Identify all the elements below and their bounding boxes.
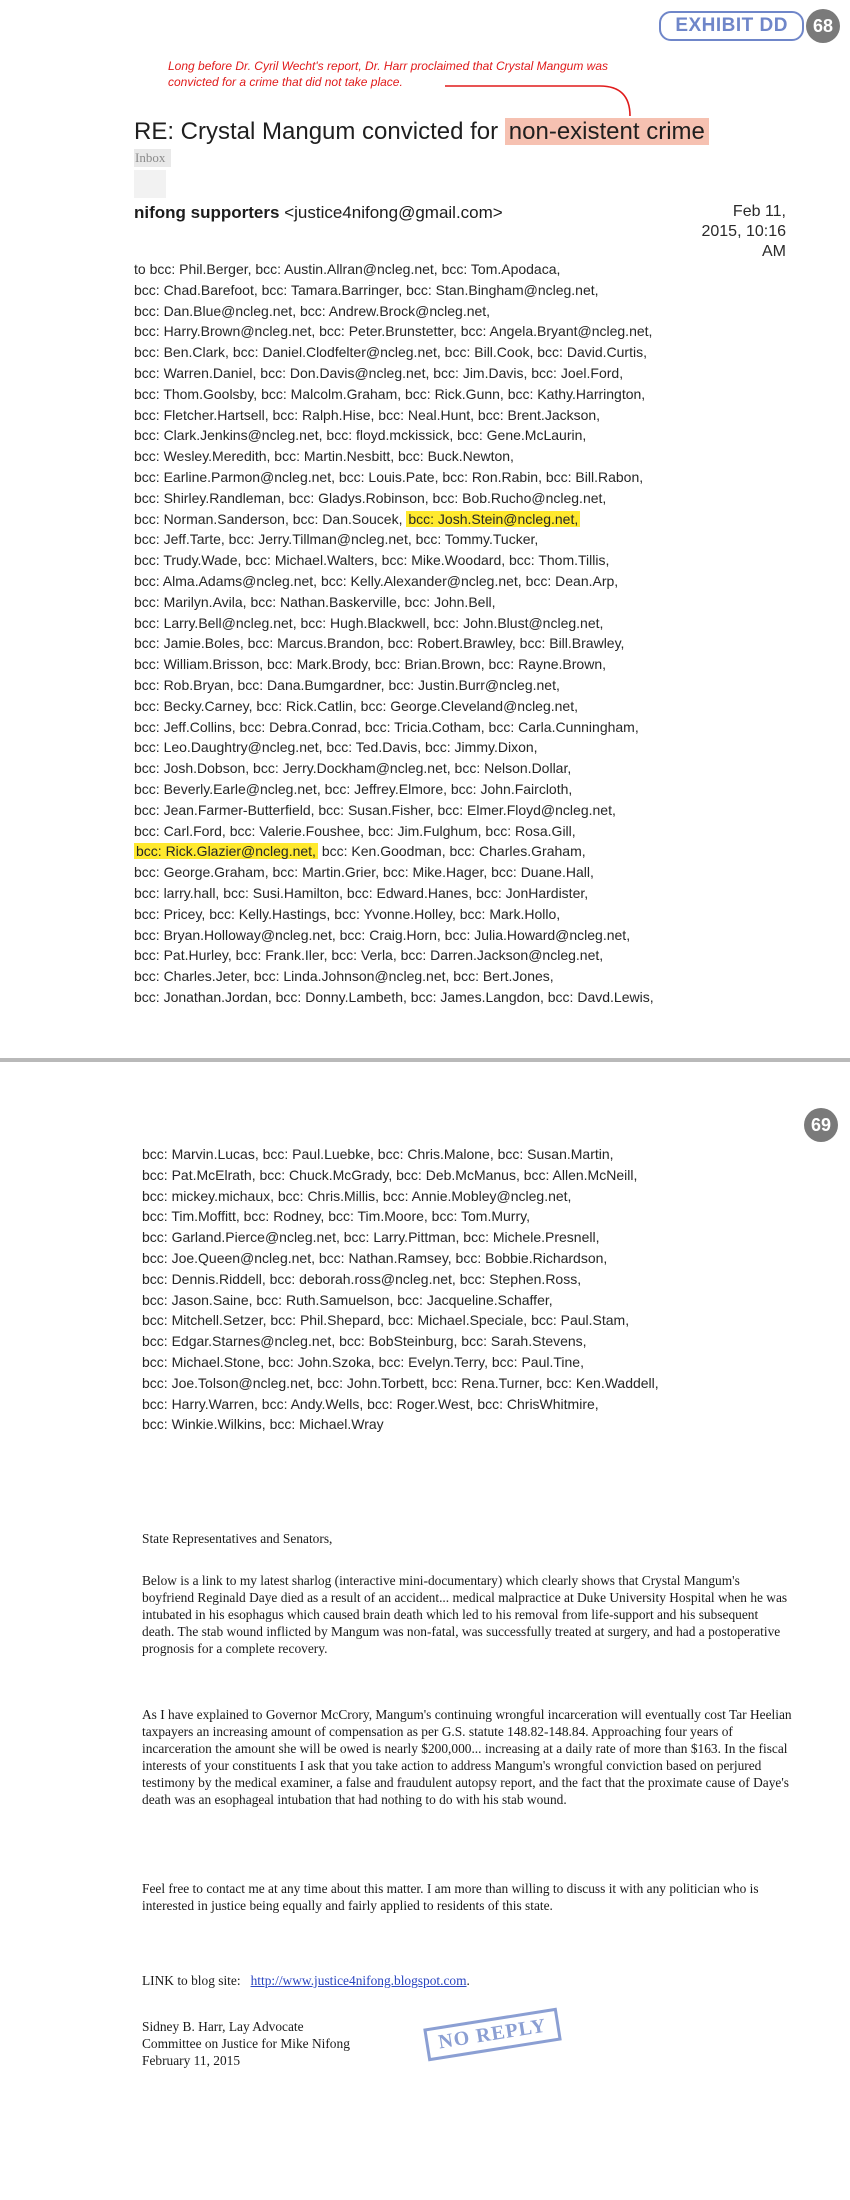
recipient-text: bcc: Carl.Ford, bcc: Valerie.Foushee, bcc: Jim.Fulghum, bcc: Rosa.Gill, [134,822,576,839]
recipient-text: bcc: Rob.Bryan, bcc: Dana.Bumgardner, bcc: Justin.Burr@ncleg.net, [134,676,560,693]
recipient-line [134,613,654,634]
recipient-line [134,925,654,946]
recipient-text: bcc: Trudy.Wade, bcc: Michael.Walters, bcc: Mike.Woodard, bcc: Thom.Tillis, [134,552,610,569]
highlighted-recipient: bcc: Josh.Stein@ncleg.net, [408,510,579,527]
recipient-line [134,342,654,363]
date-line-1: Feb 11, [732,203,786,220]
recipient-line [134,675,654,696]
recipient-text: bcc: Jean.Farmer-Butterfield, bcc: Susan.Fisher, bcc: Elmer.Floyd@ncleg.net, [134,801,616,818]
exhibit-label: EXHIBIT DD [659,11,804,41]
recipient-line: bcc: Garland.Pierce@ncleg.net, bcc: Larry.Pittman, bcc: Michele.Presnell, [142,1229,600,1246]
link-label: LINK to blog site: [142,1973,241,1988]
recipient-text: bcc: Chad.Barefoot, bcc: Tamara.Barringer, bcc: Stan.Bingham@ncleg.net, [134,281,599,298]
recipient-line: bcc: Pat.McElrath, bcc: Chuck.McGrady, bcc: Deb.McManus, bcc: Allen.McNeill, [142,1166,638,1183]
recipient-line: bcc: Winkie.Wilkins, bcc: Michael.Wray [142,1416,384,1433]
recipient-text: bcc: Ken.Goodman, bcc: Charles.Graham, [317,843,586,860]
recipient-line: bcc: Marvin.Lucas, bcc: Paul.Luebke, bcc: Chris.Malone, bcc: Susan.Martin, [142,1146,614,1162]
recipient-line: bcc: Michael.Stone, bcc: John.Szoka, bcc: Evelyn.Terry, bcc: Paul.Tine, [142,1353,584,1370]
sender-name: nifong supporters [134,203,280,222]
recipient-list-page-1 [134,259,654,1008]
blog-link-line [142,1973,470,1989]
recipient-text: bcc: Marilyn.Avila, bcc: Nathan.Baskerville, bcc: John.Bell, [134,593,496,610]
recipient-line [134,633,654,654]
signature-date: February 11, 2015 [142,2053,241,2068]
date-line-3: AM [762,243,786,260]
recipient-line [134,259,654,280]
recipient-text: bcc: Dan.Blue@ncleg.net, bcc: Andrew.Brock@ncleg.net, [134,302,491,319]
recipient-text: bcc: Josh.Dobson, bcc: Jerry.Dockham@ncleg.net, bcc: Nelson.Dollar, [134,760,572,777]
recipient-line: bcc: Harry.Warren, bcc: Andy.Wells, bcc: Roger.West, bcc: ChrisWhitmire, [142,1395,599,1412]
signature-block [142,2018,350,2069]
recipient-line [134,467,654,488]
recipient-line [134,779,654,800]
recipient-text: bcc: Beverly.Earle@ncleg.net, bcc: Jeffrey.Elmore, bcc: John.Faircloth, [134,780,573,797]
recipient-line [134,363,654,384]
recipient-line [134,883,654,904]
email-subject [134,118,709,146]
signature-name: Sidney B. Harr, Lay Advocate [142,2019,304,2034]
recipient-line: bcc: Jason.Saine, bcc: Ruth.Samuelson, bcc: Jacqueline.Schaffer, [142,1291,553,1308]
recipient-text: to bcc: Phil.Berger, bcc: Austin.Allran@ncleg.net, bcc: Tom.Apodaca, [134,261,561,277]
recipient-line [134,758,654,779]
recipient-text: bcc: Wesley.Meredith, bcc: Martin.Nesbitt, bcc: Buck.Newton, [134,448,514,465]
annotation-line-2: convicted for a crime that did not take place. [168,75,403,89]
recipient-line [134,987,654,1008]
recipient-line [134,945,654,966]
recipient-text: bcc: Pricey, bcc: Kelly.Hastings, bcc: Yvonne.Holley, bcc: Mark.Hollo, [134,905,561,922]
recipient-line [134,800,654,821]
recipient-line [134,592,654,613]
recipient-line [134,405,654,426]
document-page-68 [0,0,850,1058]
date-line-2: 2015, 10:16 [701,223,786,240]
recipient-line [134,737,654,758]
page-number-badge: 68 [806,9,840,43]
recipient-line [134,966,654,987]
page-divider [0,1058,850,1062]
recipient-text: bcc: Earline.Parmon@ncleg.net, bcc: Louis.Pate, bcc: Ron.Rabin, bcc: Bill.Rabon, [134,468,644,485]
recipient-text: bcc: Warren.Daniel, bcc: Don.Davis@ncleg.net, bcc: Jim.Davis, bcc: Joel.Ford, [134,364,624,381]
recipient-text: bcc: Harry.Brown@ncleg.net, bcc: Peter.Brunstetter, bcc: Angela.Bryant@ncleg.net, [134,323,653,340]
recipient-line: bcc: Dennis.Riddell, bcc: deborah.ross@ncleg.net, bcc: Stephen.Ross, [142,1270,582,1287]
highlighted-recipient: bcc: Rick.Glazier@ncleg.net, [136,843,316,860]
recipient-text: bcc: Leo.Daughtry@ncleg.net, bcc: Ted.Davis, bcc: Jimmy.Dixon, [134,739,538,756]
recipient-line [134,571,654,592]
recipient-line: bcc: Edgar.Starnes@ncleg.net, bcc: BobSteinburg, bcc: Sarah.Stevens, [142,1333,587,1350]
recipient-text: bcc: Charles.Jeter, bcc: Linda.Johnson@ncleg.net, bcc: Bert.Jones, [134,968,554,985]
recipient-line [134,301,654,322]
recipient-line [134,654,654,675]
letter-paragraph-2: As I have explained to Governor McCrory, Mangum's continuing wrongful incarceration will eventually cost Tar Heelian taxpayers an increasing amount of compensation as per G.S. statute 148.82-148.84. Approaching four years of incarceration the amount she will be owed is nearly $200,000... increasing at a daily rate of more than $163. In the fiscal interests of your constituents I ask that you take action to address Mangum's wrongful conviction based on perjured testimony by the medical examiner, a false and fraudulent autopsy report, and the fact that the proximate cause of Daye's death was an esophageal intubation that had nothing to do with his stab wound. [142,1707,792,1807]
recipient-line [134,384,654,405]
recipient-text: bcc: Jamie.Boles, bcc: Marcus.Brandon, bcc: Robert.Brawley, bcc: Bill.Brawley, [134,635,625,652]
recipient-text: bcc: Norman.Sanderson, bcc: Dan.Soucek, [134,510,407,527]
recipient-line [134,280,654,301]
recipient-text: bcc: Clark.Jenkins@ncleg.net, bcc: floyd.mckissick, bcc: Gene.McLaurin, [134,427,587,444]
recipient-text: bcc: Fletcher.Hartsell, bcc: Ralph.Hise, bcc: Neal.Hunt, bcc: Brent.Jackson, [134,406,601,423]
signature-committee: Committee on Justice for Mike Nifong [142,2036,350,2051]
recipient-line [134,550,654,571]
recipient-text: bcc: Thom.Goolsby, bcc: Malcolm.Graham, bcc: Rick.Gunn, bcc: Kathy.Harrington, [134,385,646,402]
recipient-line [134,821,654,842]
annotation-line-1: Long before Dr. Cyril Wecht's report, Dr. Harr proclaimed that Crystal Mangum was [168,59,608,73]
recipient-text: bcc: Ben.Clark, bcc: Daniel.Clodfelter@ncleg.net, bcc: Bill.Cook, bcc: David.Curtis, [134,344,647,361]
recipient-text: bcc: Jeff.Tarte, bcc: Jerry.Tillman@ncleg.net, bcc: Tommy.Tucker, [134,531,539,548]
recipient-line [134,696,654,717]
recipient-text: bcc: Alma.Adams@ncleg.net, bcc: Kelly.Alexander@ncleg.net, bcc: Dean.Arp, [134,572,619,589]
subject-highlight: non-existent crime [505,118,709,145]
sender [134,203,503,223]
recipient-line [134,488,654,509]
recipient-line [134,321,654,342]
recipient-text: bcc: larry.hall, bcc: Susi.Hamilton, bcc: Edward.Hanes, bcc: JonHardister, [134,884,589,901]
recipient-list-page-2 [142,1144,659,1435]
recipient-line [134,904,654,925]
recipient-line: bcc: mickey.michaux, bcc: Chris.Millis, bcc: Annie.Mobley@ncleg.net, [142,1187,572,1204]
subject-text: RE: Crystal Mangum convicted for [134,118,505,145]
recipient-line [134,841,654,862]
sender-email: <justice4nifong@gmail.com> [284,203,503,222]
recipient-line [134,425,654,446]
recipient-line [134,717,654,738]
recipient-text: bcc: Pat.Hurley, bcc: Frank.Iler, bcc: Verla, bcc: Darren.Jackson@ncleg.net, [134,947,604,964]
inbox-label[interactable]: Inbox [134,149,171,167]
recipient-line: bcc: Mitchell.Setzer, bcc: Phil.Shepard, bcc: Michael.Speciale, bcc: Paul.Stam, [142,1312,630,1329]
recipient-line: bcc: Joe.Queen@ncleg.net, bcc: Nathan.Ramsey, bcc: Bobbie.Richardson, [142,1249,608,1266]
recipient-text: bcc: Larry.Bell@ncleg.net, bcc: Hugh.Blackwell, bcc: John.Blust@ncleg.net, [134,614,604,631]
recipient-line: bcc: Joe.Tolson@ncleg.net, bcc: John.Torbett, bcc: Rena.Turner, bcc: Ken.Waddell, [142,1374,659,1391]
email-date [626,202,786,262]
blog-link[interactable]: http://www.justice4nifong.blogspot.com [250,1973,467,1988]
recipient-text: bcc: Becky.Carney, bcc: Rick.Catlin, bcc: George.Cleveland@ncleg.net, [134,697,578,714]
recipient-text: bcc: Jonathan.Jordan, bcc: Donny.Lambeth, bcc: James.Langdon, bcc: Davd.Lewis, [134,988,654,1005]
recipient-text: bcc: William.Brisson, bcc: Mark.Brody, bcc: Brian.Brown, bcc: Rayne.Brown, [134,656,606,673]
recipient-line: bcc: Tim.Moffitt, bcc: Rodney, bcc: Tim.Moore, bcc: Tom.Murry, [142,1208,530,1225]
recipient-text: bcc: Jeff.Collins, bcc: Debra.Conrad, bcc: Tricia.Cotham, bcc: Carla.Cunningham, [134,718,639,735]
recipient-text: bcc: Bryan.Holloway@ncleg.net, bcc: Craig.Horn, bcc: Julia.Howard@ncleg.net, [134,926,631,943]
recipient-line [134,529,654,550]
no-reply-stamp: NO REPLY [423,2008,561,2062]
page-number-badge: 69 [804,1108,838,1142]
recipient-line [134,509,654,530]
recipient-line [134,446,654,467]
inbox-label-shadow [134,170,166,198]
letter-paragraph-1: Below is a link to my latest sharlog (interactive mini-documentary) which clearly shows that Crystal Mangum's boyfriend Reginald Daye died as a result of an accident... medical malpractice at Duke University Hospital when he was intubated in his esophagus which caused brain death which led to his removal from life-support and his subsequent death. The stab wound inflicted by Mangum was non-fatal, was successfully treated at surgery, and had a postoperative prognosis for a complete recovery. [142,1573,788,1656]
letter-paragraph-3: Feel free to contact me at any time about this matter. I am more than willing to discuss it with any politician who is interested in justice being equally and fairly applied to residents of this state. [142,1881,759,1913]
letter-salutation: State Representatives and Senators, [142,1531,333,1546]
link-suffix: . [466,1973,470,1988]
recipient-line [134,862,654,883]
recipient-text: bcc: Shirley.Randleman, bcc: Gladys.Robinson, bcc: Bob.Rucho@ncleg.net, [134,489,607,506]
recipient-text: bcc: George.Graham, bcc: Martin.Grier, bcc: Mike.Hager, bcc: Duane.Hall, [134,864,594,881]
